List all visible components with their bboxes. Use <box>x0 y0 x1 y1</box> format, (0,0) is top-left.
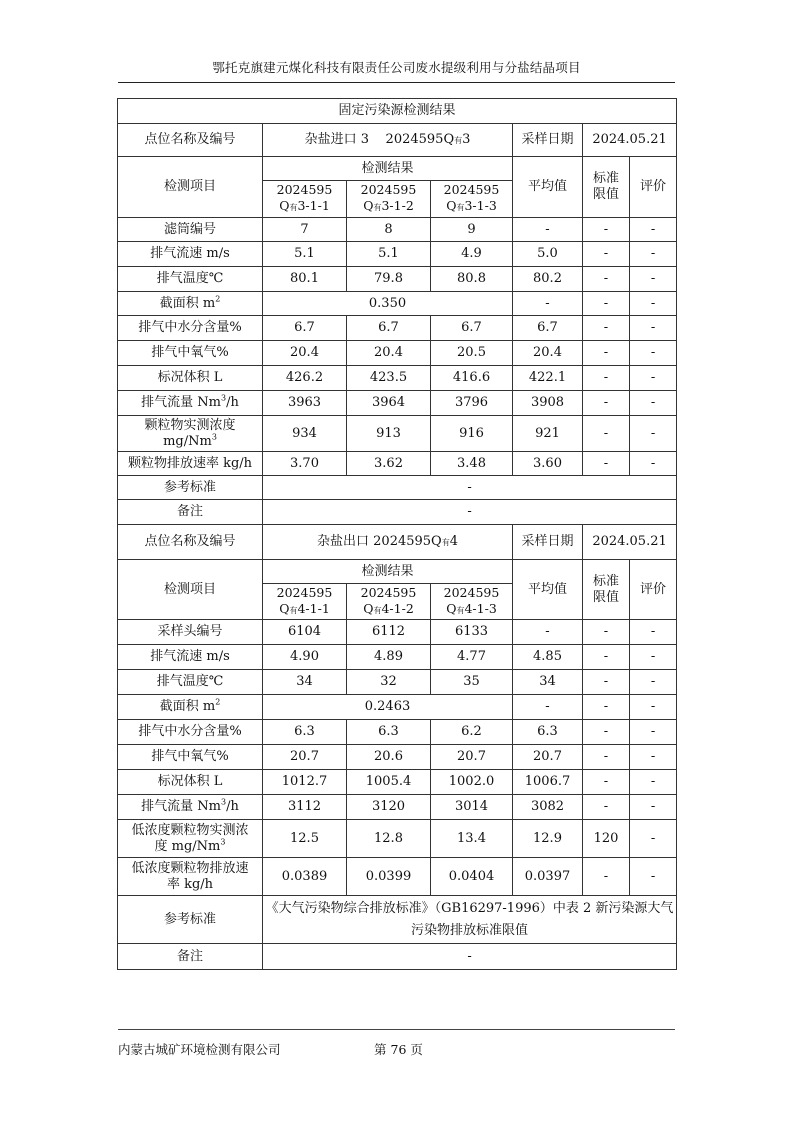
cell-evaluation: - <box>630 416 677 452</box>
table-row <box>118 670 677 695</box>
point-row <box>118 525 677 560</box>
cell-evaluation: - <box>630 391 677 416</box>
cell-value: 0.0404 <box>431 858 513 896</box>
cell-value: 20.7 <box>431 745 513 770</box>
table-row <box>118 745 677 770</box>
cell-average: 0.0397 <box>513 858 583 896</box>
cell-value: 35 <box>431 670 513 695</box>
row-label: 低浓度颗粒物排放速 率 kg/h <box>118 858 263 896</box>
cell-value: 3796 <box>431 391 513 416</box>
cell-value: 916 <box>431 416 513 452</box>
sample-id: 2024595 Q有3-1-2 <box>347 181 431 218</box>
cell-value: 6.3 <box>347 720 431 745</box>
row-label: 排气中氧气% <box>118 341 263 366</box>
evaluation-header: 评价 <box>630 157 677 218</box>
cell-value: 1005.4 <box>347 770 431 795</box>
table-row <box>118 267 677 292</box>
cell-evaluation: - <box>630 720 677 745</box>
standard-header: 标准 限值 <box>583 560 630 620</box>
cell-average: 3.60 <box>513 452 583 476</box>
cell-value: 7 <box>263 218 347 242</box>
cell-average: 5.0 <box>513 242 583 267</box>
section-title: 固定污染源检测结果 <box>118 99 677 124</box>
cell-value: 5.1 <box>347 242 431 267</box>
row-label: 截面积 $m^2$ <box>118 695 263 720</box>
cell-standard: - <box>583 720 630 745</box>
table-row <box>118 242 677 267</box>
cell-average: 3908 <box>513 391 583 416</box>
cell-average: - <box>513 620 583 645</box>
cell-standard: - <box>583 366 630 391</box>
cell-standard: - <box>583 316 630 341</box>
row-label: 排气中氧气% <box>118 745 263 770</box>
cell-value: 6104 <box>263 620 347 645</box>
table-row <box>118 620 677 645</box>
row-label: 低浓度颗粒物实测浓 度 mg/Nm$^3$ <box>118 820 263 858</box>
cell-standard: - <box>583 391 630 416</box>
results-header: 检测结果 <box>263 560 513 584</box>
cell-value: 34 <box>263 670 347 695</box>
cell-average: 1006.7 <box>513 770 583 795</box>
cell-value: 79.8 <box>347 267 431 292</box>
cell-average: 422.1 <box>513 366 583 391</box>
sampling-date-value: 2024.05.21 <box>583 525 677 560</box>
ref-standard-label: 参考标准 <box>118 896 263 944</box>
cell-average: 80.2 <box>513 267 583 292</box>
cell-average: 6.3 <box>513 720 583 745</box>
cell-average: 3082 <box>513 795 583 820</box>
row-label: 排气流量 Nm$^3$/h <box>118 391 263 416</box>
sample-id: 2024595 Q有4-1-3 <box>431 584 513 620</box>
cell-average: - <box>513 218 583 242</box>
cell-evaluation: - <box>630 292 677 316</box>
footer-divider <box>118 1029 675 1030</box>
item-header: 检测项目 <box>118 560 263 620</box>
table-row <box>118 500 677 525</box>
cell-standard: - <box>583 770 630 795</box>
header-row <box>118 560 677 584</box>
cell-value: 4.77 <box>431 645 513 670</box>
table-row <box>118 391 677 416</box>
table-row <box>118 795 677 820</box>
sampling-date-value: 2024.05.21 <box>583 124 677 157</box>
row-label: 排气流量 Nm$^3$/h <box>118 795 263 820</box>
table-row <box>118 341 677 366</box>
cell-value: 3120 <box>347 795 431 820</box>
cell-standard: - <box>583 795 630 820</box>
cell-evaluation: - <box>630 795 677 820</box>
cell-value: 6.7 <box>263 316 347 341</box>
average-header: 平均值 <box>513 560 583 620</box>
row-label: 滤筒编号 <box>118 218 263 242</box>
cell-value: 416.6 <box>431 366 513 391</box>
point-value: 杂盐出口 2024595Q有4 <box>263 525 513 560</box>
cell-standard: - <box>583 745 630 770</box>
cell-evaluation: - <box>630 366 677 391</box>
cell-value: 6.2 <box>431 720 513 745</box>
point-value: 杂盐进口 3 2024595Q有3 <box>263 124 513 157</box>
sampling-date-label: 采样日期 <box>513 525 583 560</box>
cell-value: 8 <box>347 218 431 242</box>
cell-evaluation: - <box>630 316 677 341</box>
cell-value: 0.350 <box>263 292 513 316</box>
cell-evaluation: - <box>630 341 677 366</box>
cell-average: 12.9 <box>513 820 583 858</box>
cell-standard: - <box>583 645 630 670</box>
cell-evaluation: - <box>630 858 677 896</box>
row-label: 排气温度℃ <box>118 267 263 292</box>
cell-evaluation: - <box>630 745 677 770</box>
sample-id: 2024595 Q有3-1-1 <box>263 181 347 218</box>
row-label: 颗粒物排放速率 kg/h <box>118 452 263 476</box>
cell-value: 9 <box>431 218 513 242</box>
cell-standard: - <box>583 452 630 476</box>
table-row <box>118 366 677 391</box>
footer-company: 内蒙古城矿环境检测有限公司 <box>118 1042 281 1057</box>
cell-value: 3964 <box>347 391 431 416</box>
header-row <box>118 157 677 181</box>
ref-standard-value: - <box>263 476 677 500</box>
page-number: 第 76 页 <box>374 1042 423 1057</box>
cell-evaluation: - <box>630 218 677 242</box>
row-label: 标况体积 L <box>118 770 263 795</box>
point-label: 点位名称及编号 <box>118 124 263 157</box>
cell-value: 13.4 <box>431 820 513 858</box>
cell-value: 5.1 <box>263 242 347 267</box>
cell-value: 3.70 <box>263 452 347 476</box>
cell-value: 12.8 <box>347 820 431 858</box>
cell-value: 4.90 <box>263 645 347 670</box>
table-row <box>118 770 677 795</box>
cell-standard: - <box>583 416 630 452</box>
cell-average: 6.7 <box>513 316 583 341</box>
cell-value: 12.5 <box>263 820 347 858</box>
cell-value: 80.8 <box>431 267 513 292</box>
cell-average: - <box>513 695 583 720</box>
cell-standard: - <box>583 695 630 720</box>
cell-standard: - <box>583 620 630 645</box>
cell-standard: - <box>583 267 630 292</box>
row-label: 颗粒物实测浓度 mg/Nm$^3$ <box>118 416 263 452</box>
sample-id: 2024595 Q有4-1-2 <box>347 584 431 620</box>
ref-standard-label: 参考标准 <box>118 476 263 500</box>
row-label: 排气温度℃ <box>118 670 263 695</box>
point-label: 点位名称及编号 <box>118 525 263 560</box>
row-label: 采样头编号 <box>118 620 263 645</box>
row-label: 截面积 $m^2$ <box>118 292 263 316</box>
cell-standard: - <box>583 242 630 267</box>
table-row <box>118 316 677 341</box>
table-row <box>118 416 677 452</box>
average-header: 平均值 <box>513 157 583 218</box>
cell-value: 913 <box>347 416 431 452</box>
table-row <box>118 896 677 944</box>
row-label: 排气中水分含量% <box>118 316 263 341</box>
cell-evaluation: - <box>630 645 677 670</box>
cell-evaluation: - <box>630 452 677 476</box>
table-row <box>118 645 677 670</box>
cell-value: 4.9 <box>431 242 513 267</box>
cell-evaluation: - <box>630 620 677 645</box>
row-label: 排气中水分含量% <box>118 720 263 745</box>
cell-value: 6.3 <box>263 720 347 745</box>
cell-evaluation: - <box>630 820 677 858</box>
cell-average: 20.4 <box>513 341 583 366</box>
table-row <box>118 720 677 745</box>
cell-average: - <box>513 292 583 316</box>
cell-standard: - <box>583 218 630 242</box>
cell-evaluation: - <box>630 242 677 267</box>
table-row <box>118 820 677 858</box>
table-row <box>118 695 677 720</box>
cell-average: 34 <box>513 670 583 695</box>
table-row <box>118 858 677 896</box>
cell-value: 0.0399 <box>347 858 431 896</box>
cell-value: 80.1 <box>263 267 347 292</box>
cell-value: 4.89 <box>347 645 431 670</box>
cell-value: 20.4 <box>347 341 431 366</box>
cell-value: 6.7 <box>347 316 431 341</box>
cell-evaluation: - <box>630 267 677 292</box>
cell-value: 20.6 <box>347 745 431 770</box>
results-table <box>117 98 677 970</box>
cell-average: 20.7 <box>513 745 583 770</box>
cell-value: 3014 <box>431 795 513 820</box>
cell-value: 934 <box>263 416 347 452</box>
document-header-title: 鄂托克旗建元煤化科技有限责任公司废水提级利用与分盐结晶项目 <box>212 60 581 75</box>
row-label: 排气流速 m/s <box>118 645 263 670</box>
cell-value: 20.7 <box>263 745 347 770</box>
table-row <box>118 944 677 970</box>
header-divider <box>118 82 675 83</box>
cell-evaluation: - <box>630 770 677 795</box>
sample-id: 2024595 Q有4-1-1 <box>263 584 347 620</box>
results-header: 检测结果 <box>263 157 513 181</box>
cell-value: 1002.0 <box>431 770 513 795</box>
table-row <box>118 452 677 476</box>
cell-value: 426.2 <box>263 366 347 391</box>
cell-value: 423.5 <box>347 366 431 391</box>
cell-value: 3112 <box>263 795 347 820</box>
remark-label: 备注 <box>118 500 263 525</box>
table-row <box>118 218 677 242</box>
cell-value: 0.2463 <box>263 695 513 720</box>
remark-value: - <box>263 500 677 525</box>
cell-average: 921 <box>513 416 583 452</box>
sample-id: 2024595 Q有3-1-3 <box>431 181 513 218</box>
cell-value: 20.5 <box>431 341 513 366</box>
ref-standard-value: 《大气污染物综合排放标准》（GB16297-1996）中表 2 新污染源大气污染物排放标准限值 <box>263 896 677 944</box>
cell-standard: - <box>583 341 630 366</box>
cell-value: 1012.7 <box>263 770 347 795</box>
cell-standard: - <box>583 858 630 896</box>
cell-evaluation: - <box>630 695 677 720</box>
cell-average: 4.85 <box>513 645 583 670</box>
sampling-date-label: 采样日期 <box>513 124 583 157</box>
point-row <box>118 124 677 157</box>
remark-label: 备注 <box>118 944 263 970</box>
item-header: 检测项目 <box>118 157 263 218</box>
table-row <box>118 292 677 316</box>
cell-value: 0.0389 <box>263 858 347 896</box>
cell-standard: - <box>583 670 630 695</box>
cell-value: 32 <box>347 670 431 695</box>
remark-value: - <box>263 944 677 970</box>
cell-value: 6112 <box>347 620 431 645</box>
row-label: 排气流速 m/s <box>118 242 263 267</box>
cell-value: 20.4 <box>263 341 347 366</box>
cell-value: 3.48 <box>431 452 513 476</box>
cell-value: 6.7 <box>431 316 513 341</box>
cell-value: 6133 <box>431 620 513 645</box>
cell-standard: - <box>583 292 630 316</box>
cell-standard: 120 <box>583 820 630 858</box>
table-row <box>118 476 677 500</box>
evaluation-header: 评价 <box>630 560 677 620</box>
standard-header: 标准 限值 <box>583 157 630 218</box>
cell-value: 3.62 <box>347 452 431 476</box>
cell-evaluation: - <box>630 670 677 695</box>
cell-value: 3963 <box>263 391 347 416</box>
row-label: 标况体积 L <box>118 366 263 391</box>
